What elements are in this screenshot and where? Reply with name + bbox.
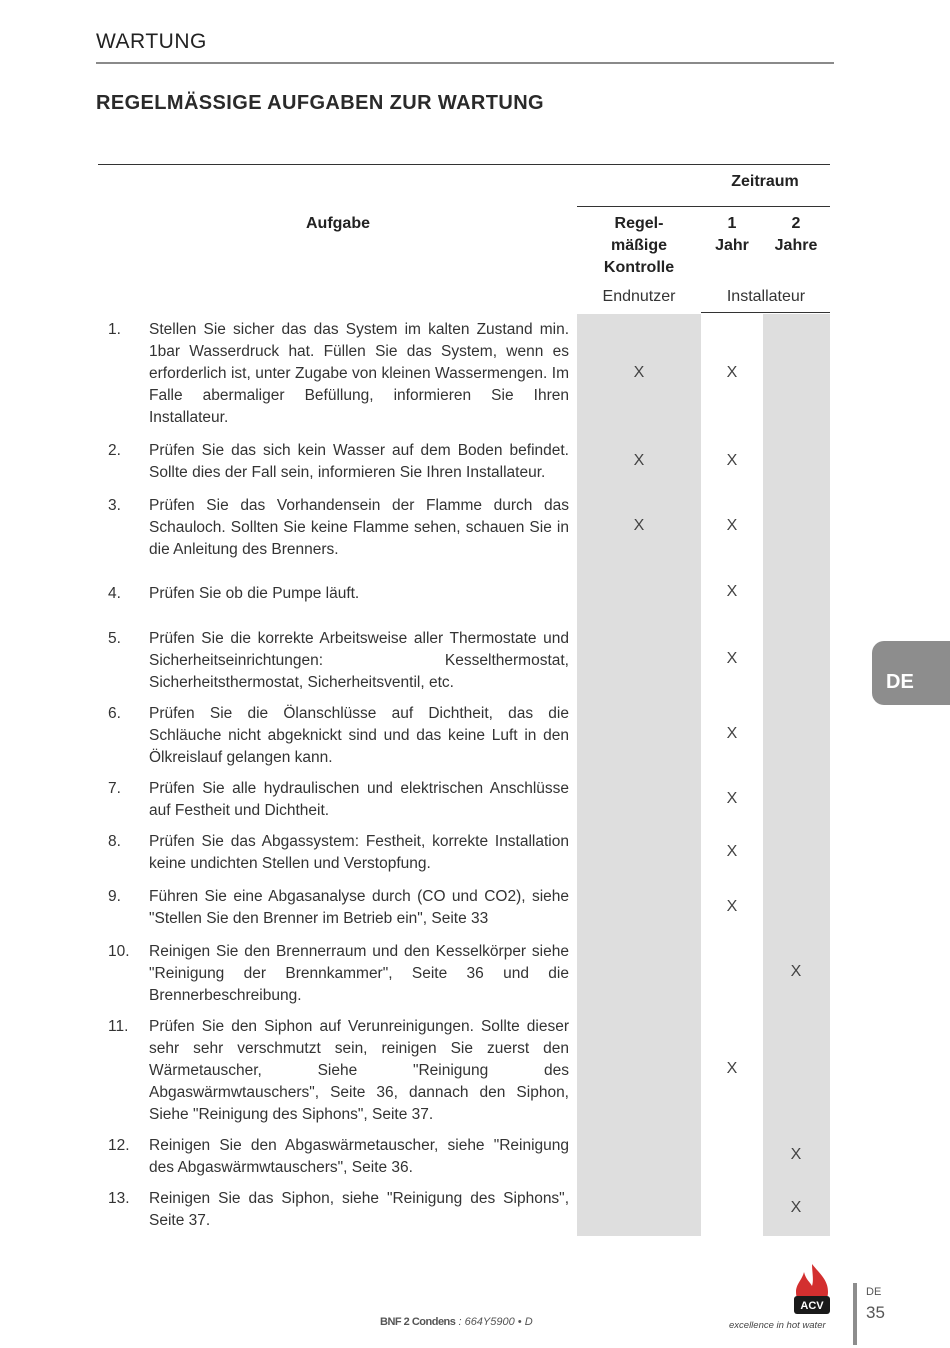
header-2years-line1: 2	[791, 215, 801, 232]
row-number: 4.	[108, 585, 121, 602]
header-2years	[768, 213, 824, 257]
header-regular	[589, 213, 689, 279]
footer-language: DE	[866, 1286, 882, 1298]
header-regular-line2: mäßige	[610, 237, 667, 254]
row-task-text: Reinigen Sie den Abgaswärmetauscher, siehe "Reinigung des Abgaswärmwtauschers", Seite 36.	[149, 1137, 569, 1176]
header-2years-line2: Jahre	[774, 237, 818, 254]
label-installer: Installateur	[726, 288, 806, 305]
language-tab	[872, 641, 950, 705]
footer-doc-reference	[380, 1316, 533, 1328]
header-1year-line2: Jahr	[715, 237, 749, 254]
installer-rule	[701, 312, 830, 313]
header-1year-line1: 1	[727, 215, 737, 232]
mark-2years: X	[790, 1199, 802, 1216]
row-task-text: Prüfen Sie die Ölanschlüsse auf Dichtheit, das die Schläuche nicht abgeknickt sind und das keine Luft in den Ölkreislauf gelangen kann.	[149, 705, 569, 766]
row-task-text: Prüfen Sie den Siphon auf Verunreinigungen. Sollte dieser sehr sehr verschmutzt sein, reinigen Sie zuerst den Wärmetauscher, Siehe "Reinigung des Abgaswärmwtauschers", Seite 36, dannach den Siphon, Siehe "Reinigung des Siphons", Seite 37.	[149, 1018, 569, 1123]
mark-2years: X	[790, 963, 802, 980]
row-task-text: Prüfen Sie ob die Pumpe läuft.	[149, 585, 360, 602]
row-number: 2.	[108, 442, 121, 459]
language-tab-label: DE	[886, 671, 914, 693]
mark-1year: X	[726, 517, 738, 534]
header-rule	[96, 62, 834, 64]
logo-text: ACV	[800, 1300, 824, 1312]
footer-slogan: excellence in hot water	[729, 1320, 826, 1331]
row-task-text: Prüfen Sie die korrekte Arbeitsweise aller Thermostate und Sicherheitseinrichtungen: Kesselthermostat, Sicherheitsthermostat, Sicherheitsventil, etc.	[149, 630, 569, 691]
mark-1year: X	[726, 790, 738, 807]
table-top-rule	[98, 164, 830, 165]
mark-regular: X	[633, 364, 645, 381]
row-number: 12.	[108, 1137, 130, 1154]
mark-regular: X	[633, 517, 645, 534]
shade-column-2years	[763, 314, 830, 1236]
header-period: Zeitraum	[731, 173, 799, 190]
footer-bar	[853, 1283, 857, 1345]
row-number: 13.	[108, 1190, 130, 1207]
row-number: 1.	[108, 321, 121, 338]
row-task-text: Reinigen Sie den Brennerraum und den Kesselkörper siehe "Reinigung der Brennkammer", Seite 36 und die Brennerbeschreibung.	[149, 943, 569, 1004]
row-task-text: Prüfen Sie alle hydraulischen und elektrischen Anschlüsse auf Festheit und Dichtheit.	[149, 780, 569, 819]
mark-1year: X	[726, 650, 738, 667]
page-number: 35	[866, 1303, 885, 1322]
header-task: Aufgabe	[306, 215, 370, 232]
mark-1year: X	[726, 725, 738, 742]
footer-brand: BNF 2 Condens	[380, 1316, 456, 1328]
mark-1year: X	[726, 1060, 738, 1077]
row-number: 6.	[108, 705, 121, 722]
row-number: 9.	[108, 888, 121, 905]
row-task-text: Reinigen Sie das Siphon, siehe "Reinigung des Siphons", Seite 37.	[149, 1190, 569, 1229]
footer-doc-number: : 664Y5900 • D	[455, 1316, 533, 1328]
mark-1year: X	[726, 843, 738, 860]
page-header	[96, 30, 834, 54]
mark-1year: X	[726, 364, 738, 381]
mark-regular: X	[633, 452, 645, 469]
row-task-text: Prüfen Sie das Vorhandensein der Flamme durch das Schauloch. Sollten Sie keine Flamme sehen, schauen Sie in die Anleitung des Brenners.	[149, 497, 569, 558]
header-title: WARTUNG	[96, 30, 207, 53]
row-number: 7.	[108, 780, 121, 797]
row-task-text: Prüfen Sie das Abgassystem: Festheit, korrekte Installation keine undichten Stellen und Verstopfung.	[149, 833, 569, 872]
row-number: 11.	[108, 1018, 129, 1035]
header-1year	[706, 213, 758, 257]
row-number: 5.	[108, 630, 121, 647]
header-regular-line3: Kontrolle	[603, 259, 675, 276]
mark-2years: X	[790, 1146, 802, 1163]
section-title: REGELMÄSSIGE AUFGABEN ZUR WARTUNG	[96, 92, 545, 114]
row-task-text: Stellen Sie sicher das das System im kalten Zustand min. 1bar Wasserdruck hat. Füllen Sie das System, wenn es erforderlich ist, unter Zugabe von kleinen Wassermengen. Im Falle abermaliger Befüllung, informieren Sie Ihren Installateur.	[149, 321, 569, 426]
acv-logo-icon	[790, 1262, 834, 1318]
row-number: 10.	[108, 943, 130, 960]
mark-1year: X	[726, 898, 738, 915]
label-enduser: Endnutzer	[602, 288, 676, 305]
row-number: 3.	[108, 497, 121, 514]
row-number: 8.	[108, 833, 121, 850]
row-task-text: Prüfen Sie das sich kein Wasser auf dem Boden befindet. Sollte dies der Fall sein, informieren Sie Ihren Installateur.	[149, 442, 569, 481]
period-rule	[577, 206, 830, 207]
row-task-text: Führen Sie eine Abgasanalyse durch (CO und CO2), siehe "Stellen Sie den Brenner im Betrieb ein", Seite 33	[149, 888, 569, 927]
mark-1year: X	[726, 452, 738, 469]
header-regular-line1: Regel-	[614, 215, 664, 232]
mark-1year: X	[726, 583, 738, 600]
